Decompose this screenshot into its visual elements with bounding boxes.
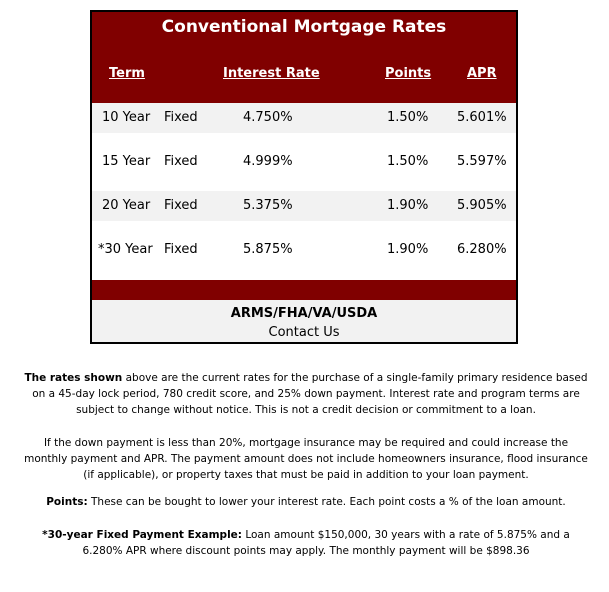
term-cell: 10 Year xyxy=(102,110,151,125)
rate-cell: 4.999% xyxy=(243,154,293,169)
apr-cell: 5.905% xyxy=(457,198,507,213)
rate-row-10-year xyxy=(92,103,516,133)
points-note-text: These can be bought to lower your interest rate. Each point costs a % of the loan amount. xyxy=(87,496,566,508)
apr-cell: 5.601% xyxy=(457,110,507,125)
term-cell: 20 Year xyxy=(102,198,151,213)
type-cell: Fixed xyxy=(164,154,198,169)
card-header xyxy=(92,12,516,105)
apr-cell: 6.280% xyxy=(457,242,507,257)
column-header-term: Term xyxy=(109,66,145,81)
rate-row-15-year xyxy=(92,147,516,177)
rate-cell: 5.875% xyxy=(243,242,293,257)
type-cell: Fixed xyxy=(164,110,198,125)
rates-disclaimer xyxy=(22,370,590,418)
payment-example-note xyxy=(22,527,590,559)
rate-cell: 5.375% xyxy=(243,198,293,213)
card-title: Conventional Mortgage Rates xyxy=(161,17,447,37)
down-payment-note: If the down payment is less than 20%, mortgage insurance may be required and could increase the monthly payment and APR. The payment amount does not include homeowners insurance, flood insurance (if applicable), or property taxes that must be paid in addition to your loan payment. xyxy=(24,437,588,481)
other-programs-title: ARMS/FHA/VA/USDA xyxy=(230,306,378,321)
footer-band xyxy=(92,280,516,300)
column-header-apr: APR xyxy=(467,66,497,81)
type-cell: Fixed xyxy=(164,198,198,213)
other-programs-section xyxy=(92,300,516,342)
payment-example-text: Loan amount $150,000, 30 years with a rate of 5.875% and a 6.280% APR where discount points may apply. The monthly payment will be $898.36 xyxy=(82,529,570,557)
points-note xyxy=(22,494,590,510)
column-header-interest-rate: Interest Rate xyxy=(223,66,320,81)
type-cell: Fixed xyxy=(164,242,198,257)
column-header-points: Points xyxy=(385,66,432,81)
rates-disclaimer-lead: The rates shown xyxy=(24,372,123,384)
points-cell: 1.90% xyxy=(387,198,429,213)
rates-disclaimer-text: above are the current rates for the purchase of a single-family primary residence based on a 45-day lock period, 780 credit score, and 25% down payment. Interest rate and program terms are subject to change without notice. This is not a credit decision or commitment to a loan. xyxy=(32,372,588,416)
points-cell: 1.50% xyxy=(387,110,429,125)
points-cell: 1.50% xyxy=(387,154,429,169)
term-cell: 15 Year xyxy=(102,154,151,169)
payment-example-lead: *30-year Fixed Payment Example: xyxy=(42,529,242,541)
rate-row-30-year xyxy=(92,235,516,265)
rate-cell: 4.750% xyxy=(243,110,293,125)
points-note-lead: Points: xyxy=(46,496,88,508)
rate-row-20-year xyxy=(92,191,516,221)
points-cell: 1.90% xyxy=(387,242,429,257)
contact-us-link[interactable]: Contact Us xyxy=(268,325,340,340)
term-cell: *30 Year xyxy=(98,242,153,257)
mortgage-rates-card xyxy=(90,10,518,344)
apr-cell: 5.597% xyxy=(457,154,507,169)
